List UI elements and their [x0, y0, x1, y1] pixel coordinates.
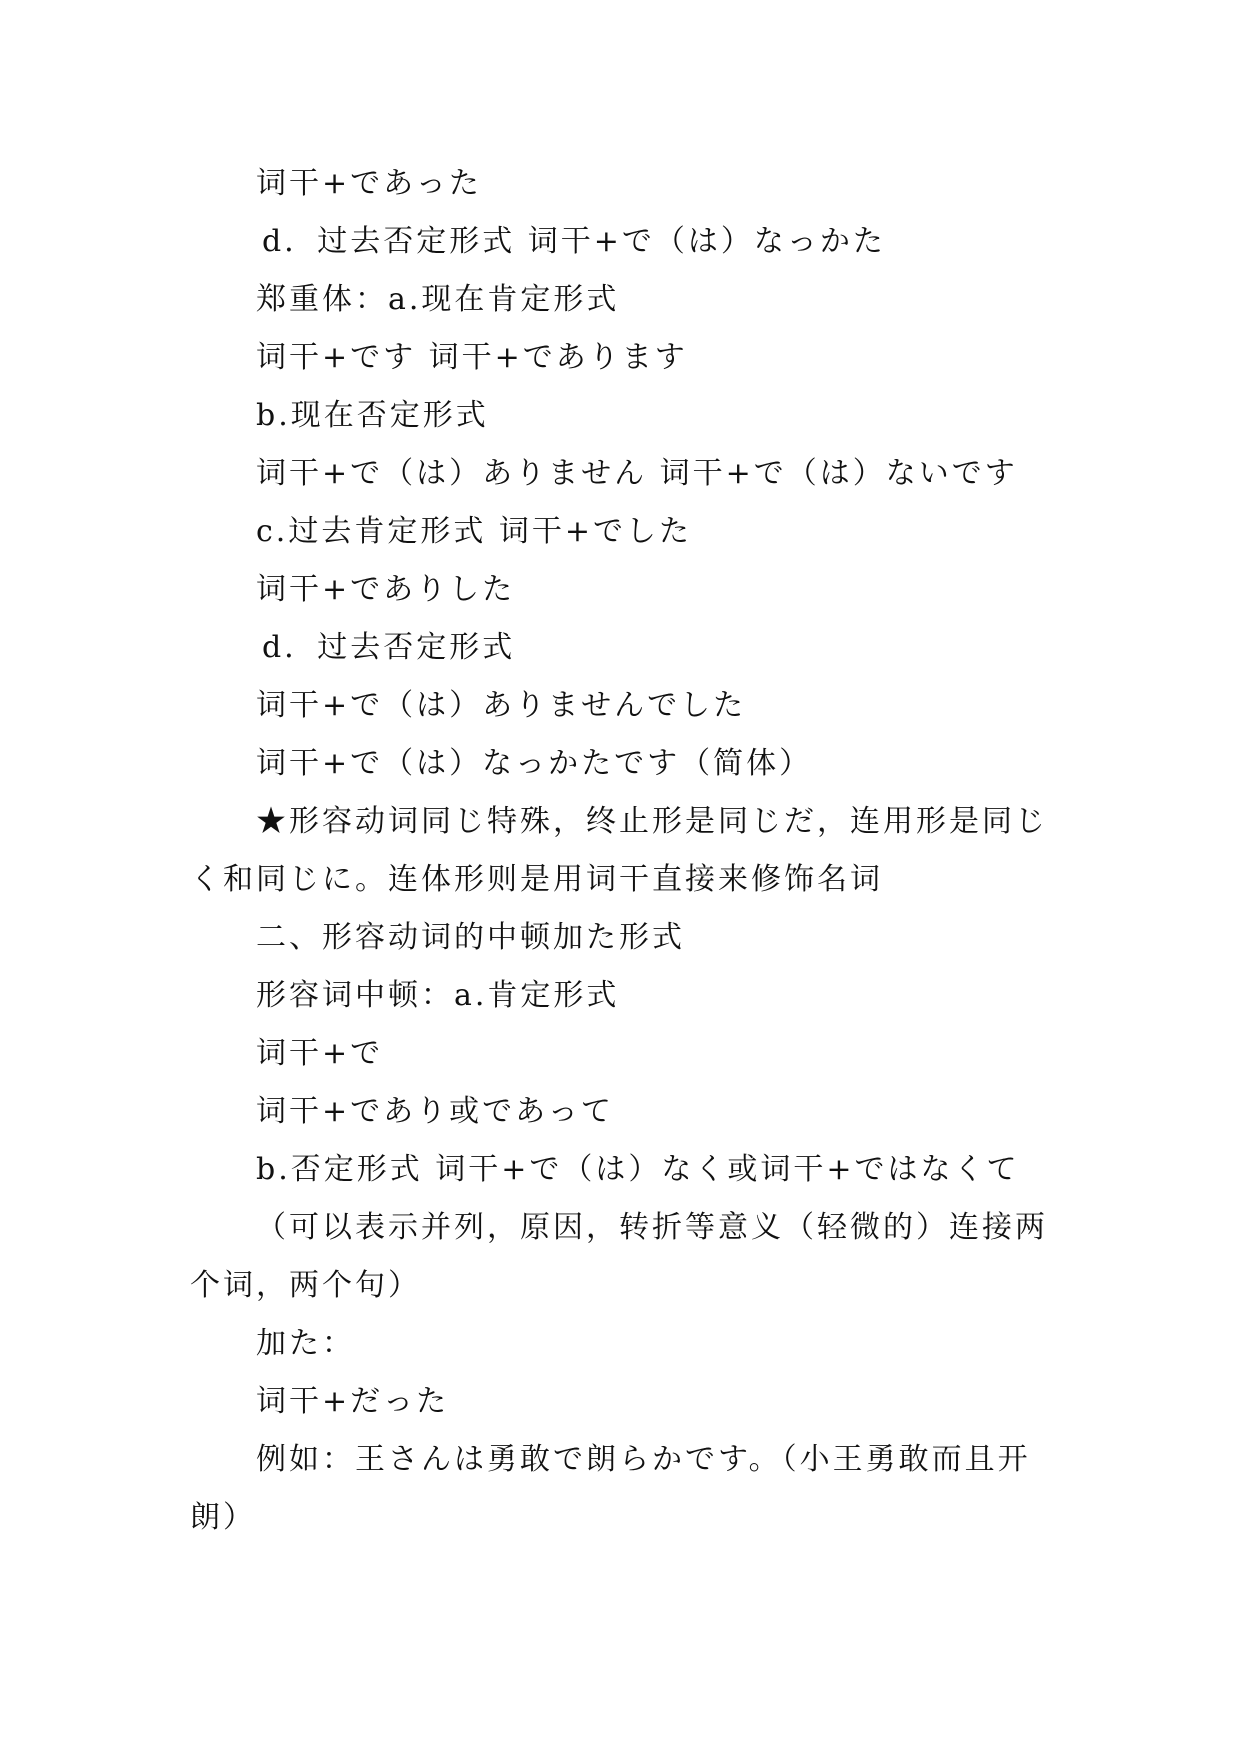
- text-line: （可以表示并列，原因，转折等意义（轻微的）连接两: [256, 1210, 1048, 1245]
- text-line: 词干+で（は）ありません 词干+で（は）ないです: [256, 456, 1018, 491]
- text-line: 加た：: [256, 1326, 355, 1361]
- text-line: d．过去否定形式 词干+で（は）なっかた: [262, 224, 886, 259]
- text-line: d．过去否定形式: [262, 630, 516, 665]
- text-line: 个词，两个句）: [190, 1268, 421, 1303]
- text-line: b.现在否定形式: [256, 398, 489, 433]
- text-line: 词干+です 词干+であります: [256, 340, 688, 375]
- text-line: 形容词中顿：a.肯定形式: [256, 978, 620, 1013]
- text-line: ★形容动词同じ特殊，终止形是同じだ，连用形是同じ: [256, 804, 1048, 839]
- text-line: 词干+であった: [256, 166, 482, 201]
- section-heading: 二、形容动词的中顿加た形式: [256, 920, 685, 955]
- text-line: c.过去肯定形式 词干+でした: [256, 514, 693, 549]
- text-line: 词干+でありした: [256, 572, 516, 607]
- text-line: 词干+で: [256, 1036, 384, 1071]
- text-line: く和同じに。连体形则是用词干直接来修饰名词: [190, 862, 883, 897]
- text-line: 词干+で（は）ありませんでした: [256, 688, 747, 723]
- text-line: 例如：王さんは勇敢で朗らかです。（小王勇敢而且开: [256, 1442, 1031, 1477]
- text-line: 词干+で（は）なっかたです（简体）: [256, 746, 813, 781]
- text-line: 郑重体：a.现在肯定形式: [256, 282, 620, 317]
- text-line: 朗）: [190, 1500, 256, 1535]
- text-line: 词干+であり或であって: [256, 1094, 614, 1129]
- text-line: 词干+だった: [256, 1384, 450, 1419]
- text-line: b.否定形式 词干+で（は）なく或词干+ではなくて: [256, 1152, 1020, 1187]
